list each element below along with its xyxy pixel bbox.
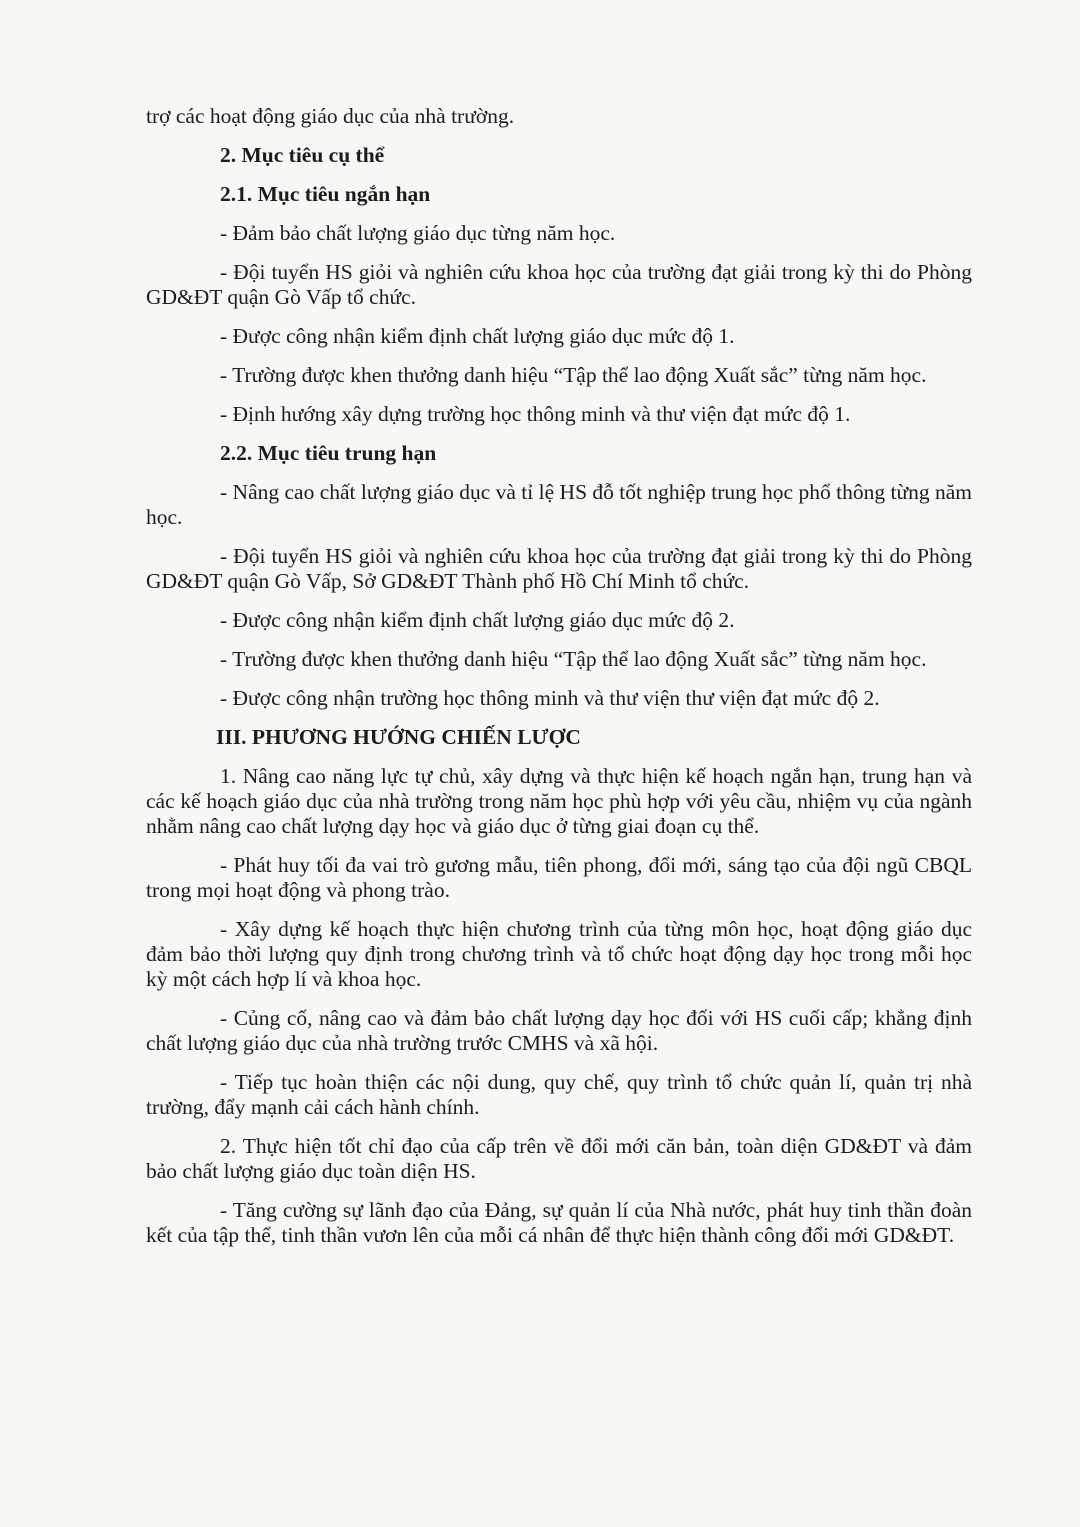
paragraph: 1. Nâng cao năng lực tự chủ, xây dựng và thực hiện kế hoạch ngắn hạn, trung hạn và các kế hoạch giáo dục của nhà trường trong năm học phù hợp với yêu cầu, nhiệm vụ của ngành nhằm nâng cao chất lượng dạy học và giáo dục ở từng giai đoạn cụ thể. (146, 764, 972, 838)
heading-objectives: 2. Mục tiêu cụ thể (220, 143, 385, 167)
paragraph: - Xây dựng kế hoạch thực hiện chương trình của từng môn học, hoạt động giáo dục đảm bảo thời lượng quy định trong chương trình và tổ chức hoạt động dạy học trong mỗi học kỳ một cách hợp lí và khoa học. (146, 917, 972, 991)
paragraph: - Tiếp tục hoàn thiện các nội dung, quy chế, quy trình tổ chức quản lí, quản trị nhà trường, đẩy mạnh cải cách hành chính. (146, 1070, 972, 1119)
paragraph: - Được công nhận trường học thông minh và thư viện thư viện đạt mức độ 2. (220, 686, 880, 710)
paragraph: - Tăng cường sự lãnh đạo của Đảng, sự quản lí của Nhà nước, phát huy tinh thần đoàn kết của tập thể, tinh thần vươn lên của mỗi cá nhân để thực hiện thành công đổi mới GD&ĐT. (146, 1198, 972, 1247)
document-body (146, 104, 972, 1262)
paragraph: - Được công nhận kiểm định chất lượng giáo dục mức độ 2. (220, 608, 735, 632)
heading-short-term: 2.1. Mục tiêu ngắn hạn (220, 182, 431, 206)
paragraph: 2. Thực hiện tốt chỉ đạo của cấp trên về đổi mới căn bản, toàn diện GD&ĐT và đảm bảo chất lượng giáo dục toàn diện HS. (146, 1134, 972, 1183)
heading-strategy: III. PHƯƠNG HƯỚNG CHIẾN LƯỢC (216, 725, 581, 749)
paragraph: - Củng cố, nâng cao và đảm bảo chất lượng dạy học đối với HS cuối cấp; khẳng định chất lượng giáo dục của nhà trường trước CMHS và xã hội. (146, 1006, 972, 1055)
paragraph: - Nâng cao chất lượng giáo dục và tỉ lệ HS đỗ tốt nghiệp trung học phổ thông từng năm học. (146, 480, 972, 529)
paragraph: - Trường được khen thưởng danh hiệu “Tập thể lao động Xuất sắc” từng năm học. (220, 363, 927, 387)
paragraph: - Đội tuyển HS giỏi và nghiên cứu khoa học của trường đạt giải trong kỳ thi do Phòng GD&ĐT quận Gò Vấp tổ chức. (146, 260, 972, 309)
paragraph: - Định hướng xây dựng trường học thông minh và thư viện đạt mức độ 1. (220, 402, 851, 426)
paragraph: - Đội tuyển HS giỏi và nghiên cứu khoa học của trường đạt giải trong kỳ thi do Phòng GD&ĐT quận Gò Vấp, Sở GD&ĐT Thành phố Hồ Chí Minh tổ chức. (146, 544, 972, 593)
heading-medium-term: 2.2. Mục tiêu trung hạn (220, 441, 437, 465)
paragraph: - Trường được khen thưởng danh hiệu “Tập thể lao động Xuất sắc” từng năm học. (220, 647, 927, 671)
paragraph: - Đảm bảo chất lượng giáo dục từng năm học. (220, 221, 616, 245)
paragraph: - Được công nhận kiểm định chất lượng giáo dục mức độ 1. (220, 324, 735, 348)
paragraph: - Phát huy tối đa vai trò gương mẫu, tiên phong, đổi mới, sáng tạo của đội ngũ CBQL trong mọi hoạt động và phong trào. (146, 853, 972, 902)
paragraph: trợ các hoạt động giáo dục của nhà trường. (146, 104, 515, 128)
